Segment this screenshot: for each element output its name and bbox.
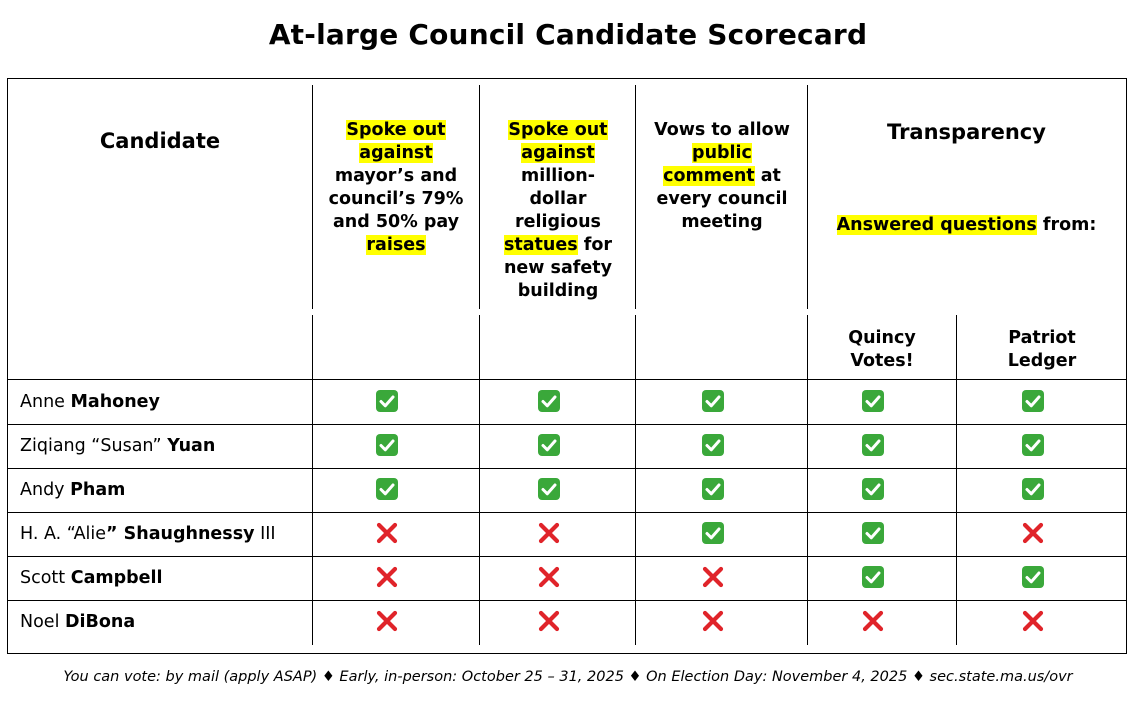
answered-questions-header: Answered questions from: <box>836 215 1097 235</box>
check-mark-icon <box>1022 478 1044 500</box>
candidate-first-name: Andy <box>20 480 71 500</box>
table-row <box>8 424 1126 468</box>
check-mark-icon <box>702 434 724 456</box>
candidate-last-name: Pham <box>70 480 126 500</box>
cross-mark-icon <box>538 610 560 632</box>
check-mark-icon <box>862 390 884 412</box>
highlighted-text: raises <box>366 235 426 255</box>
candidate-name <box>20 424 215 468</box>
check-mark-icon <box>702 522 724 544</box>
candidate-first-name: Ziqiang “Susan” <box>20 436 168 456</box>
check-mark-icon <box>538 390 560 412</box>
candidate-last-name: Mahoney <box>70 392 160 412</box>
header-text: mayor’s and council’s 79% and 50% pay <box>328 166 464 232</box>
highlighted-text: public comment <box>663 143 755 186</box>
check-mark-icon <box>702 478 724 500</box>
candidate-last-name: Yuan <box>167 436 216 456</box>
candidate-name <box>20 556 163 600</box>
cross-mark-icon <box>376 610 398 632</box>
cross-mark-icon <box>862 610 884 632</box>
check-mark-icon <box>862 434 884 456</box>
table-row <box>8 380 1126 424</box>
header-text: for new safety building <box>503 235 613 301</box>
header-text: Vows to allow <box>654 120 790 140</box>
cross-mark-icon <box>1022 522 1044 544</box>
candidate-last-name: ” Shaughnessy <box>106 524 255 544</box>
candidate-name <box>20 600 135 644</box>
quincy-votes-header: Quincy Votes! <box>848 328 916 371</box>
cross-mark-icon <box>538 522 560 544</box>
cross-mark-icon <box>376 522 398 544</box>
header-religious-statues <box>494 119 622 303</box>
check-mark-icon <box>376 390 398 412</box>
highlighted-text: Spoke out against <box>346 120 446 163</box>
highlighted-text: statues <box>503 235 578 255</box>
candidate-name <box>20 512 276 556</box>
candidate-name <box>20 468 125 512</box>
candidate-suffix: III <box>254 524 276 544</box>
check-mark-icon <box>1022 434 1044 456</box>
page-title: At-large Council Candidate Scorecard <box>268 18 868 51</box>
voting-info-footer: You can vote: by mail (apply ASAP) ♦ Early, in-person: October 25 – 31, 2025 ♦ On Election Day: November 4, 2025 ♦ sec.state.ma.us/ovr <box>63 669 1073 685</box>
candidate-first-name: H. A. “Alie <box>20 524 107 544</box>
check-mark-icon <box>1022 390 1044 412</box>
check-mark-icon <box>538 434 560 456</box>
cross-mark-icon <box>702 610 724 632</box>
patriot-ledger-header: Patriot Ledger <box>1007 328 1077 371</box>
table-row <box>8 600 1126 644</box>
header-text: million-dollar religious <box>515 166 601 232</box>
check-mark-icon <box>1022 566 1044 588</box>
candidate-last-name: DiBona <box>65 612 136 632</box>
cross-mark-icon <box>376 566 398 588</box>
scorecard-table <box>7 78 1127 654</box>
table-row <box>8 512 1126 556</box>
header-public-comment <box>646 119 798 234</box>
check-mark-icon <box>376 478 398 500</box>
check-mark-icon <box>702 390 724 412</box>
header-pay-raises <box>326 119 466 257</box>
transparency-header: Transparency <box>887 120 1046 144</box>
cross-mark-icon <box>702 566 724 588</box>
highlighted-text: Spoke out against <box>508 120 608 163</box>
candidate-header: Candidate <box>99 129 221 153</box>
check-mark-icon <box>862 522 884 544</box>
cross-mark-icon <box>1022 610 1044 632</box>
table-row <box>8 556 1126 600</box>
header-text: at every council meeting <box>656 166 788 232</box>
candidate-first-name: Noel <box>20 612 65 632</box>
check-mark-icon <box>862 566 884 588</box>
candidate-name <box>20 380 160 424</box>
cross-mark-icon <box>538 566 560 588</box>
candidate-last-name: Campbell <box>70 568 163 588</box>
check-mark-icon <box>376 434 398 456</box>
table-row <box>8 468 1126 512</box>
candidate-first-name: Scott <box>20 568 71 588</box>
check-mark-icon <box>862 478 884 500</box>
candidate-first-name: Anne <box>20 392 71 412</box>
check-mark-icon <box>538 478 560 500</box>
